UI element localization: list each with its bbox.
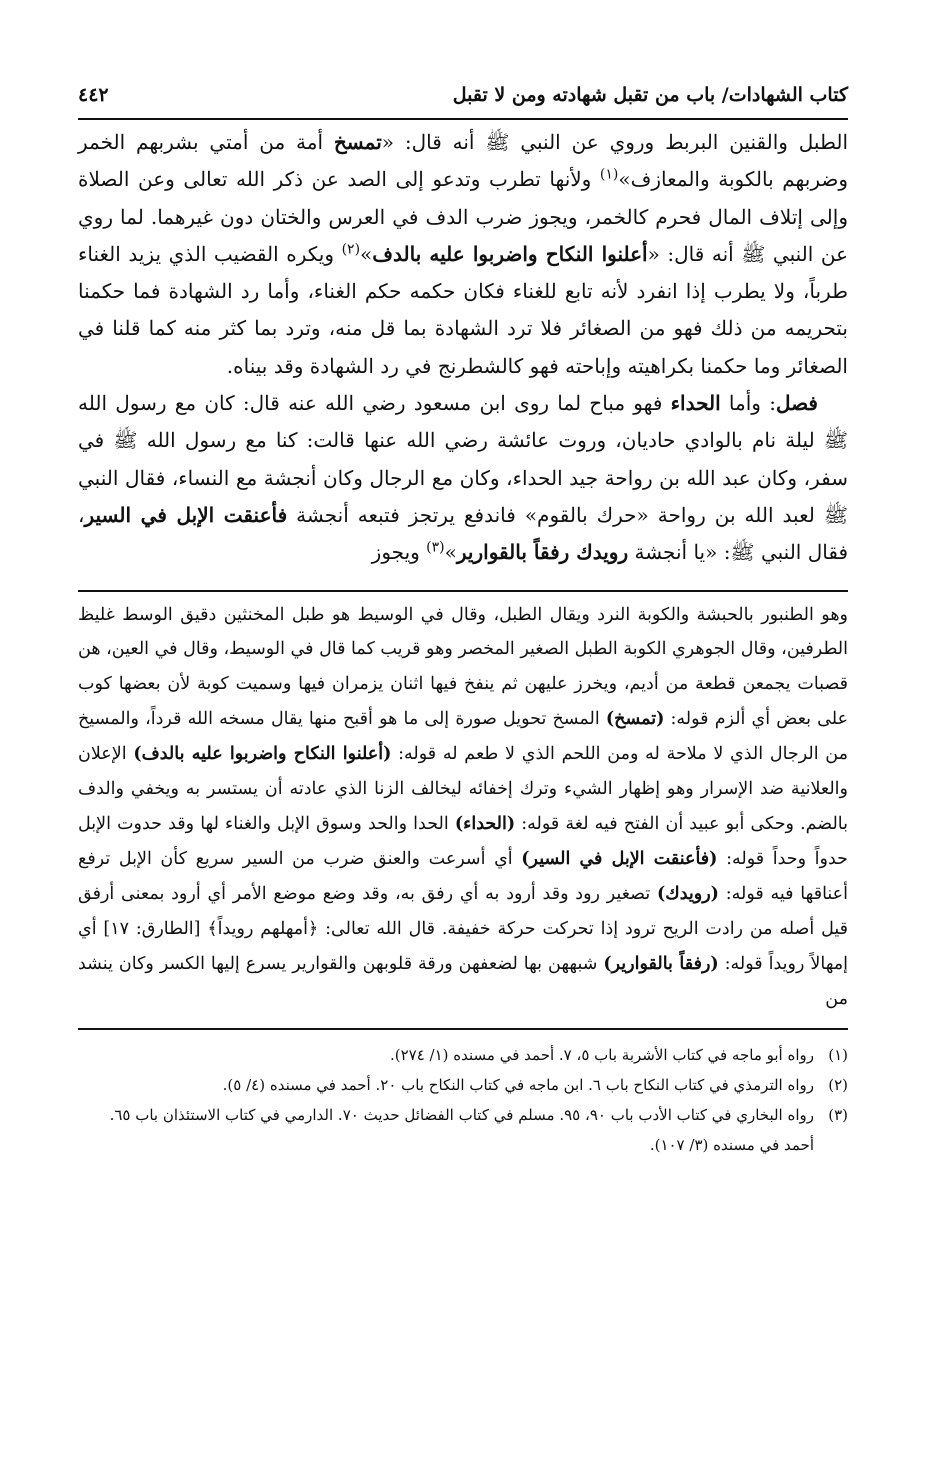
commentary-rule [78, 590, 848, 592]
bold-term: (تمسخ) [605, 709, 665, 730]
bold-term: فصل [775, 391, 818, 416]
text-run: أمة من أمتي بشربهم الخمر وضربهم بالكوبة والمعازف» [78, 130, 848, 192]
footnote-marker: (٣) [426, 539, 445, 556]
bold-term: رويدك رفقاً بالقوارير [456, 540, 629, 565]
footnote-1 [78, 1040, 848, 1070]
text-run: تصغير رود وقد أرود به أي رفق به، وقد وضع موضع الأمر أي أرود بمعنى أرفق قيل أصله من رادت الريح ترود إذا تحركت حركة خفيفة. قال الله تعالى: ﴿أمهلهم رويداً﴾ [الطارق: ١٧] أي إمهالاً رويداً قوله: [78, 883, 849, 974]
text-run: : وأما [720, 391, 776, 416]
bold-term: تمسخ [333, 130, 382, 154]
text-run: ويجوز [371, 540, 427, 565]
footnotes [78, 1040, 848, 1160]
main-text [78, 124, 848, 572]
text-run: الإعلان والعلانية ضد الإسرار وهو إظهار الشيء وترك إخفائه ليخالف الزنا الذي عادته أن يستسر به ويخفي والدف بالضم. وحكى أبو عبيد أن الفتح فيه لغة قوله: [78, 744, 848, 834]
footnote-marker: (٢) [341, 241, 361, 258]
commentary-text [78, 598, 848, 1017]
text-run: » [444, 540, 457, 565]
text-run: ولأنها تطرب وتدعو إلى الصد عن ذكر الله تعالى وعن الصلاة وإلى إتلاف المال فحرم كالخمر، ويجوز ضرب الدف في العرس والختان دون غيرهما. لما روي عن النبي ﷺ أنه قال: « [78, 167, 849, 266]
bold-term: (فأعنقت الإبل في السير) [521, 848, 718, 869]
bold-term: (رويدك) [656, 883, 719, 904]
footnote-number: (١) [828, 1046, 848, 1065]
text-run: » [360, 241, 373, 266]
footnote-2 [78, 1070, 848, 1100]
running-header [78, 84, 848, 118]
footnote-number: (٢) [828, 1076, 848, 1095]
bold-term: أعلنوا النكاح واضربوا عليه بالدف [372, 241, 648, 266]
bold-term: الحداء [670, 391, 721, 416]
header-rule [78, 118, 848, 120]
footnote-number: (٣) [828, 1106, 848, 1125]
footnote-rule [78, 1028, 848, 1030]
text-run: المسخ تحويل صورة إلى ما هو أقبح منها يقال مسخه الله قرداً، والمسيخ من الرجال الذي لا ملاحة له ومن اللحم الذي لا طعم له قوله: [78, 709, 849, 765]
text-run: شبههن بها لضعفهن ورقة قلوبهن والقوارير يسرع إليها الكسر وكان ينشد من [78, 953, 848, 1009]
text-run: فهو مباح لما روى ابن مسعود رضي الله عنه قال: كان مع رسول الله ﷺ ليلة نام بالوادي حاديان، وروت عائشة رضي الله عنها قالت: كنا مع رسول الله ﷺ في سفر، وكان عبد الله بن رواحة جيد الحداء، وكان مع الرجال وكان أنجشة مع النساء، فقال النبي ﷺ لعبد الله بن رواحة «حرك بالقوم» فاندفع يرتجز فتبعه أنجشة [78, 391, 848, 527]
book-page [78, 84, 848, 1160]
footnote-marker: (١) [599, 166, 619, 183]
main-paragraph-2 [78, 385, 848, 571]
footnote-text: رواه الترمذي في كتاب النكاح باب ٦. ابن ماجه في كتاب النكاح باب ٢٠. أحمد في مسنده (٤/ ٥). [222, 1076, 814, 1095]
main-paragraph-1 [78, 124, 848, 385]
footnote-text: رواه أبو ماجه في كتاب الأشربة باب ٥، ٧. أحمد في مسنده (١/ ٢٧٤). [389, 1046, 814, 1065]
text-run: ، فقال النبي ﷺ: «يا أنجشة [78, 502, 848, 565]
footnote-3 [78, 1100, 848, 1160]
bold-term: (أعلنوا النكاح واضربوا عليه بالدف) [133, 744, 392, 765]
bold-term: (الحداء) [454, 814, 516, 834]
text-run: ويكره القضيب الذي يزيد الغناء طرباً، ولا يطرب إذا انفرد لأنه تابع للغناء فكان حكمه حكم الغناء، وأما رد الشهادة فما حكمنا بتحريمه من ذلك فهو من الصغائر فلا ترد الشهادة بما قل منه، وترد بما كثر منه كما قلنا في الصغائر وما حكمنا بكراهيته وإباحته فهو كالشطرنج في رد الشهادة وقد بيناه. [78, 241, 848, 378]
header-title: كتاب الشهادات/ باب من تقبل شهادته ومن لا تقبل [452, 84, 848, 106]
text-run: وهو الطنبور بالحبشة والكوبة النرد ويقال الطبل، وقال في الوسيط هو طبل المخنثين دقيق الوسط غليظ الطرفين، وقال الجوهري الكوبة الطبل الصغير المخصر وهو قريب كما قال في الوسيط، وقال في العين، هن قصبات يجمعن قطعة من أديم، ويخرز عليهن ثم ينفخ فيها اثنان يزمران فيها وسميت كوبة لأن بعضها كوب على بعض أي ألزم قوله: [78, 604, 849, 730]
page-number: ٤٤٢ [78, 84, 109, 106]
text-run: أي أسرعت والعنق ضرب من السير سريع كأن الإبل ترفع أعناقها فيه قوله: [78, 848, 848, 904]
text-run: الحدا والحد وسوق الإبل والغناء لها وقد حدوت الإبل حدواً وحداً قوله: [78, 814, 848, 869]
bold-term: فأعنقت الإبل في السير [84, 502, 288, 527]
bold-term: (رفقاً بالقوارير) [603, 953, 719, 974]
footnote-text: رواه البخاري في كتاب الأدب باب ٩٠، ٩٥. مسلم في كتاب الفضائل حديث ٧٠. الدارمي في كتاب الاستئذان باب ٦٥. أحمد في مسنده (٣/ ١٠٧). [109, 1106, 814, 1155]
text-run: الطبل والقنين البربط وروي عن النبي ﷺ أنه قال: « [381, 130, 849, 154]
